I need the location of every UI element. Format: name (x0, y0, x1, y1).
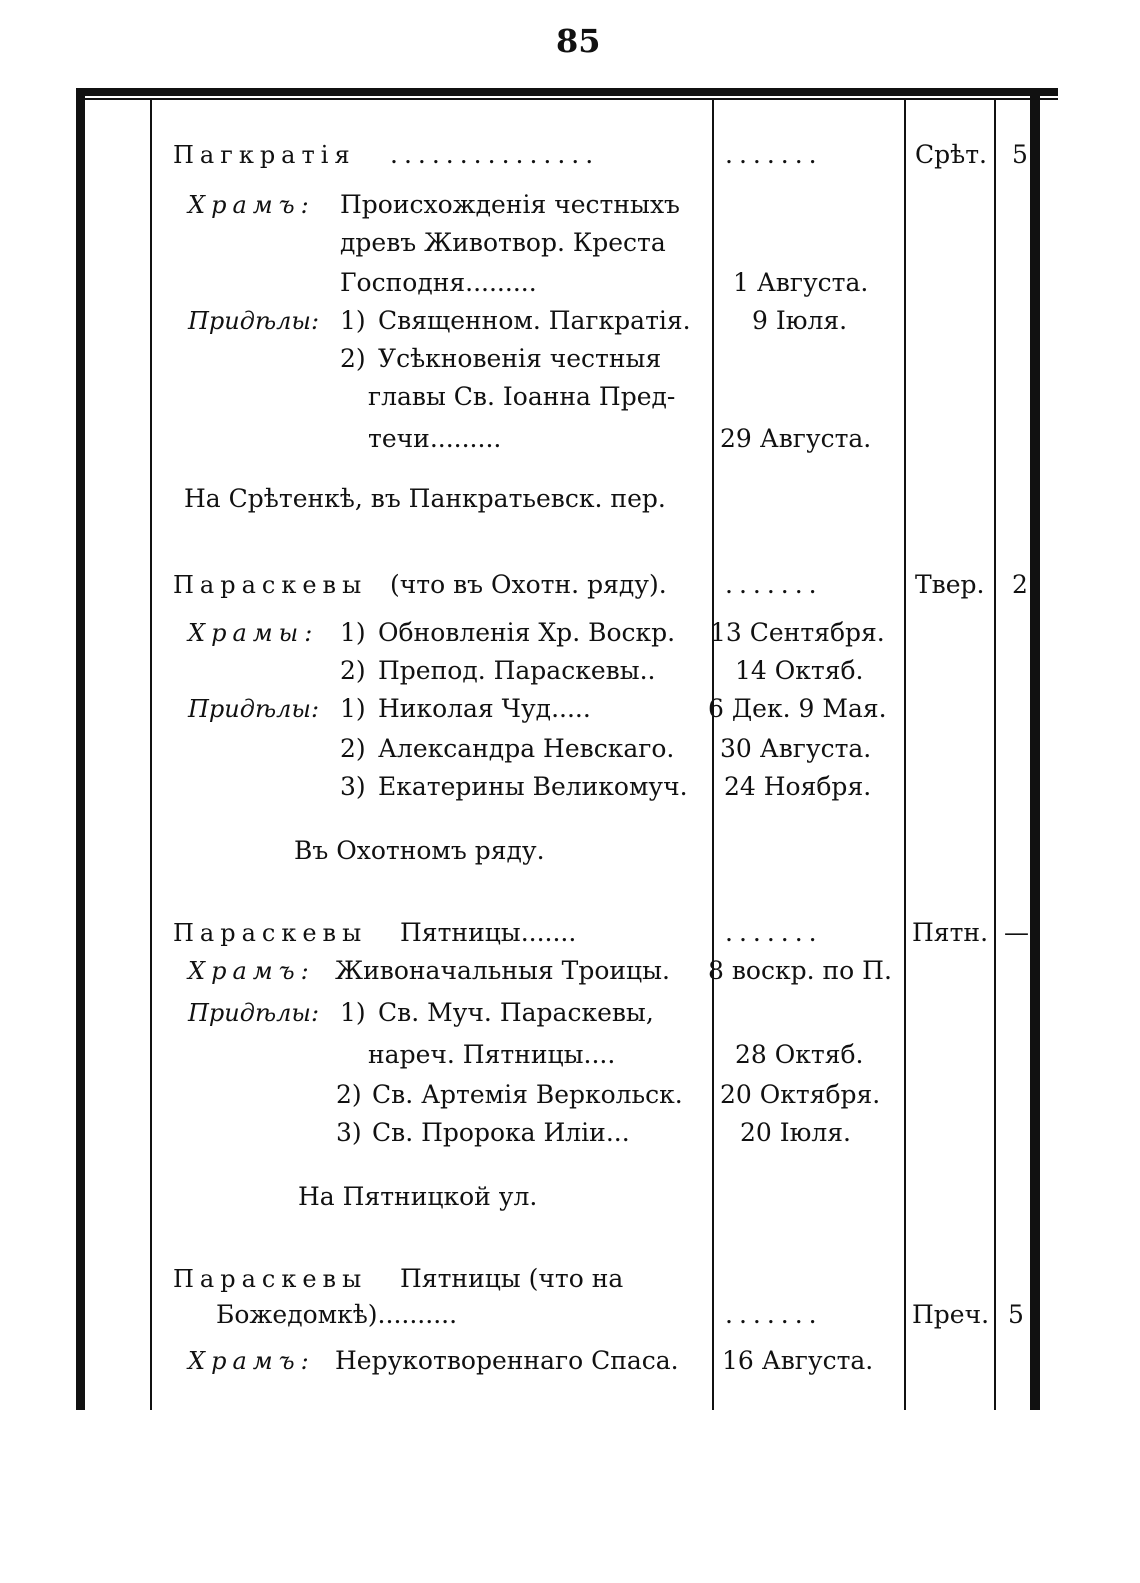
number: 5 (1012, 140, 1028, 169)
row-marker: 3) (336, 1118, 362, 1147)
district: Срѣт. (915, 140, 987, 169)
district: Преч. (912, 1300, 990, 1329)
row-text: Препод. Параскевы.. (378, 656, 656, 685)
entry-title: Параскевы (173, 919, 368, 947)
entry-title-line2: Божедомкѣ).......... (216, 1300, 458, 1329)
label-chapels: Придѣлы: (188, 695, 320, 723)
label-temple: Храмъ: (188, 1347, 315, 1375)
entry-title: Параскевы (173, 571, 368, 599)
label-temples: Храмы: (188, 619, 319, 647)
entry-address: Въ Охотномъ ряду. (294, 836, 545, 865)
page-number: 85 (556, 22, 601, 60)
number: — (1004, 918, 1029, 947)
row-marker: 3) (340, 772, 366, 801)
entry-title: Параскевы (173, 1265, 368, 1293)
row-text: Св. Артемія Веркольск. (372, 1080, 683, 1109)
row-text: Живоначальныя Троицы. (335, 956, 670, 985)
table-left-rule (76, 88, 85, 1410)
row-text: Николая Чуд..... (378, 694, 591, 723)
entry-title-rest: (что въ Охотн. ряду). (390, 570, 667, 599)
row-marker: 1) (340, 306, 366, 335)
row-marker: 1) (340, 618, 366, 647)
row-text: Господня......... (340, 268, 537, 297)
row-date: 13 Сентября. (710, 618, 885, 647)
row-date: 29 Августа. (720, 424, 872, 453)
column-divider-number (994, 100, 996, 1410)
number: 2 (1012, 570, 1028, 599)
row-text: древъ Животвор. Креста (340, 228, 666, 257)
row-date: 24 Ноября. (724, 772, 872, 801)
row-text: Священном. Пагкратія. (378, 306, 691, 335)
label-temple: Храмъ: (188, 191, 315, 219)
date-dots: ....... (725, 570, 823, 599)
table-top-rule (76, 88, 1058, 96)
entry-title-rest: Пятницы (что на (400, 1264, 624, 1293)
row-date: 20 Октября. (720, 1080, 881, 1109)
entry-address: На Срѣтенкѣ, въ Панкратьевск. пер. (184, 484, 666, 513)
row-marker: 2) (336, 1080, 362, 1109)
row-date: 20 Іюля. (740, 1118, 851, 1147)
row-marker: 1) (340, 998, 366, 1027)
row-marker: 2) (340, 734, 366, 763)
row-date: 30 Августа. (720, 734, 872, 763)
row-date: 6 Дек. 9 Мая. (708, 694, 887, 723)
row-text: Св. Муч. Параскевы, (378, 998, 654, 1027)
number: 5 (1008, 1300, 1024, 1329)
column-divider-district (904, 100, 906, 1410)
entry-title: Пагкратія (173, 141, 356, 169)
row-marker: 2) (340, 656, 366, 685)
row-text: Св. Пророка Иліи... (372, 1118, 630, 1147)
row-text: течи......... (368, 424, 502, 453)
row-text: Нерукотвореннаго Спаса. (335, 1346, 679, 1375)
row-text: главы Св. Іоанна Пред- (368, 382, 676, 411)
row-date: 1 Августа. (733, 268, 869, 297)
date-dots: ....... (725, 1300, 823, 1329)
title-dots: ............... (390, 140, 600, 169)
column-divider-left (150, 100, 152, 1410)
entry-address: На Пятницкой ул. (298, 1182, 538, 1211)
row-date: 16 Августа. (722, 1346, 874, 1375)
row-date: 8 воскр. по П. (708, 956, 892, 985)
row-marker: 2) (340, 344, 366, 373)
district: Твер. (915, 570, 985, 599)
label-temple: Храмъ: (188, 957, 315, 985)
row-text: Происхожденія честныхъ (340, 190, 680, 219)
row-text: Обновленія Хр. Воскр. (378, 618, 676, 647)
district: Пятн. (912, 918, 989, 947)
row-text: Александра Невскаго. (378, 734, 675, 763)
column-divider-dates (712, 100, 714, 1410)
date-dots: ....... (725, 140, 823, 169)
row-date: 28 Октяб. (735, 1040, 864, 1069)
date-dots: ....... (725, 918, 823, 947)
table-right-rule (1030, 88, 1040, 1410)
row-date: 9 Іюля. (752, 306, 848, 335)
entry-title-rest: Пятницы....... (400, 918, 577, 947)
table-top-rule-thin (76, 98, 1058, 100)
row-text: Усѣкновенія честныя (378, 344, 662, 373)
row-date: 14 Октяб. (735, 656, 864, 685)
label-chapels: Придѣлы: (188, 307, 320, 335)
row-text: нареч. Пятницы.... (368, 1040, 616, 1069)
row-marker: 1) (340, 694, 366, 723)
label-chapels: Придѣлы: (188, 999, 320, 1027)
row-text: Екатерины Великомуч. (378, 772, 688, 801)
